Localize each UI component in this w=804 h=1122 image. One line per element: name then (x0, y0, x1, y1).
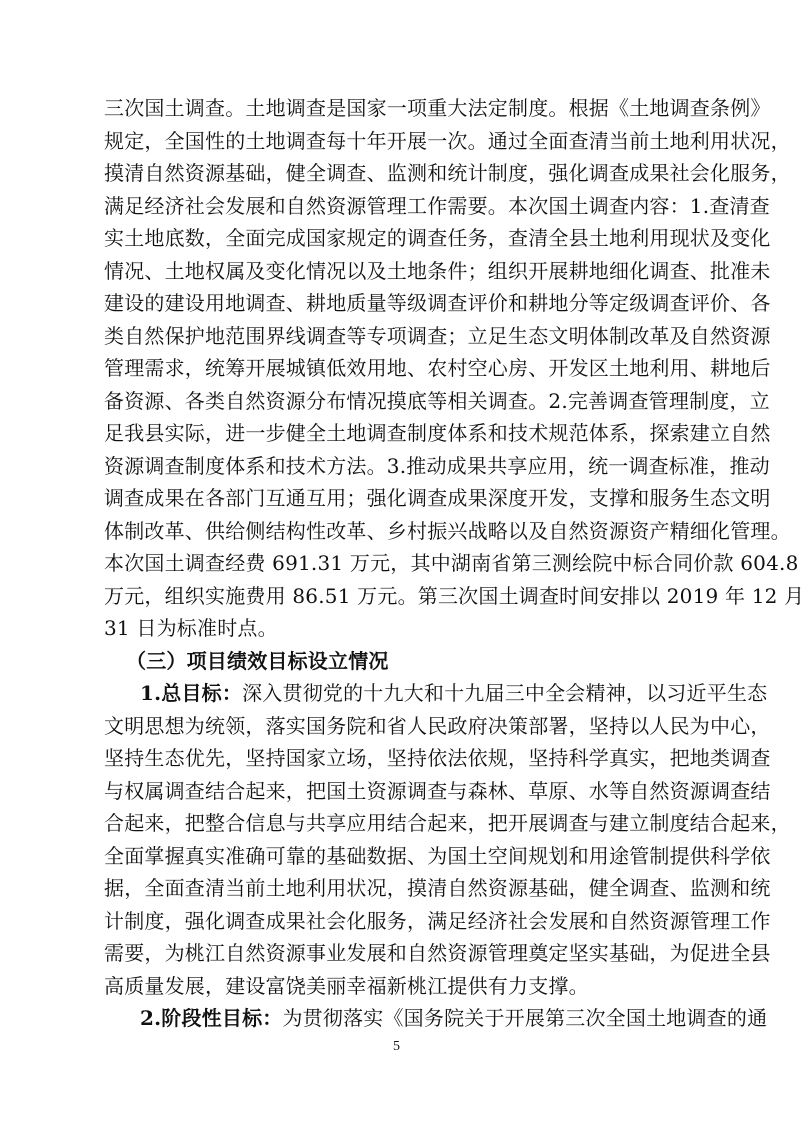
goal1-first-line-text: 深入贯彻党的十九大和十九届三中全会精神，以习近平生态 (242, 681, 768, 705)
goal2-first-line (140, 1002, 768, 1034)
body-line-8: 类自然保护地范围界线调查等专项调查；立足生态文明体制改革及自然资源 (104, 324, 771, 348)
body-line-17: 31 日为标准时点。 (104, 616, 278, 640)
goal1-label: 1.总目标： (140, 681, 243, 705)
section-heading: （三）项目绩效目标设立情况 (126, 649, 389, 673)
goal1-line-2: 文明思想为统领，落实国务院和省人民政府决策部署，坚持以人民为中心， (104, 714, 771, 738)
body-line-5: 实土地底数，全面完成国家规定的调查任务，查清全县土地利用现状及变化 (104, 226, 771, 250)
body-line-7: 建设的建设用地调查、耕地质量等级调查评价和耕地分等定级调查评价、各 (104, 291, 771, 315)
goal2-first-line-text: 为贯彻落实《国务院关于开展第三次全国土地调查的通 (282, 1006, 768, 1030)
goal2-label: 2.阶段性目标： (140, 1006, 283, 1030)
body-line-6: 情况、土地权属及变化情况以及土地条件；组织开展耕地细化调查、批准未 (104, 259, 771, 283)
body-line-15: 本次国土调查经费 691.31 万元，其中湖南省第三测绘院中标合同价款 604.8 (104, 551, 799, 575)
body-line-1: 三次国土调查。土地调查是国家一项重大法定制度。根据《土地调查条例》 (104, 96, 771, 120)
goal1-line-6: 全面掌握真实准确可靠的基础数据、为国土空间规划和用途管制提供科学依 (104, 844, 771, 868)
body-line-12: 资源调查制度体系和技术方法。3.推动成果共享应用，统一调查标准，推动 (104, 454, 770, 478)
goal1-line-7: 据，全面查清当前土地利用状况，摸清自然资源基础，健全调查、监测和统 (104, 876, 771, 900)
body-line-3: 摸清自然资源基础，健全调查、监测和统计制度，强化调查成果社会化服务， (104, 161, 791, 185)
body-line-11: 足我县实际，进一步健全土地调查制度体系和技术规范体系，探索建立自然 (104, 421, 771, 445)
goal1-line-5: 合起来，把整合信息与共享应用结合起来，把开展调查与建立制度结合起来， (104, 811, 791, 835)
goal1-first-line (140, 677, 768, 709)
body-line-13: 调查成果在各部门互通互用；强化调查成果深度开发，支撑和服务生态文明 (104, 486, 771, 510)
body-line-16: 万元，组织实施费用 86.51 万元。第三次国土调查时间安排以 2019 年 12 月 (104, 584, 804, 608)
goal1-line-8: 计制度，强化调查成果社会化服务，满足经济社会发展和自然资源管理工作 (104, 909, 771, 933)
page-number: 5 (393, 1039, 400, 1054)
goal1-line-4: 与权属调查结合起来，把国土资源调查与森林、草原、水等自然资源调查结 (104, 779, 771, 803)
body-line-4: 满足经济社会发展和自然资源管理工作需要。本次国土调查内容：1.查清查 (104, 194, 770, 218)
goal1-line-9: 需要，为桃江自然资源事业发展和自然资源管理奠定坚实基础，为促进全县 (104, 941, 771, 965)
goal1-line-3: 坚持生态优先，坚持国家立场，坚持依法依规，坚持科学真实，把地类调查 (104, 746, 771, 770)
body-line-10: 备资源、各类自然资源分布情况摸底等相关调查。2.完善调查管理制度，立 (104, 389, 770, 413)
body-line-9: 管理需求，统筹开展城镇低效用地、农村空心房、开发区土地利用、耕地后 (104, 356, 771, 380)
body-line-14: 体制改革、供给侧结构性改革、乡村振兴战略以及自然资源资产精细化管理。 (104, 519, 791, 543)
goal1-line-10: 高质量发展，建设富饶美丽幸福新桃江提供有力支撑。 (104, 974, 589, 998)
body-line-2: 规定，全国性的土地调查每十年开展一次。通过全面查清当前土地利用状况， (104, 129, 791, 153)
